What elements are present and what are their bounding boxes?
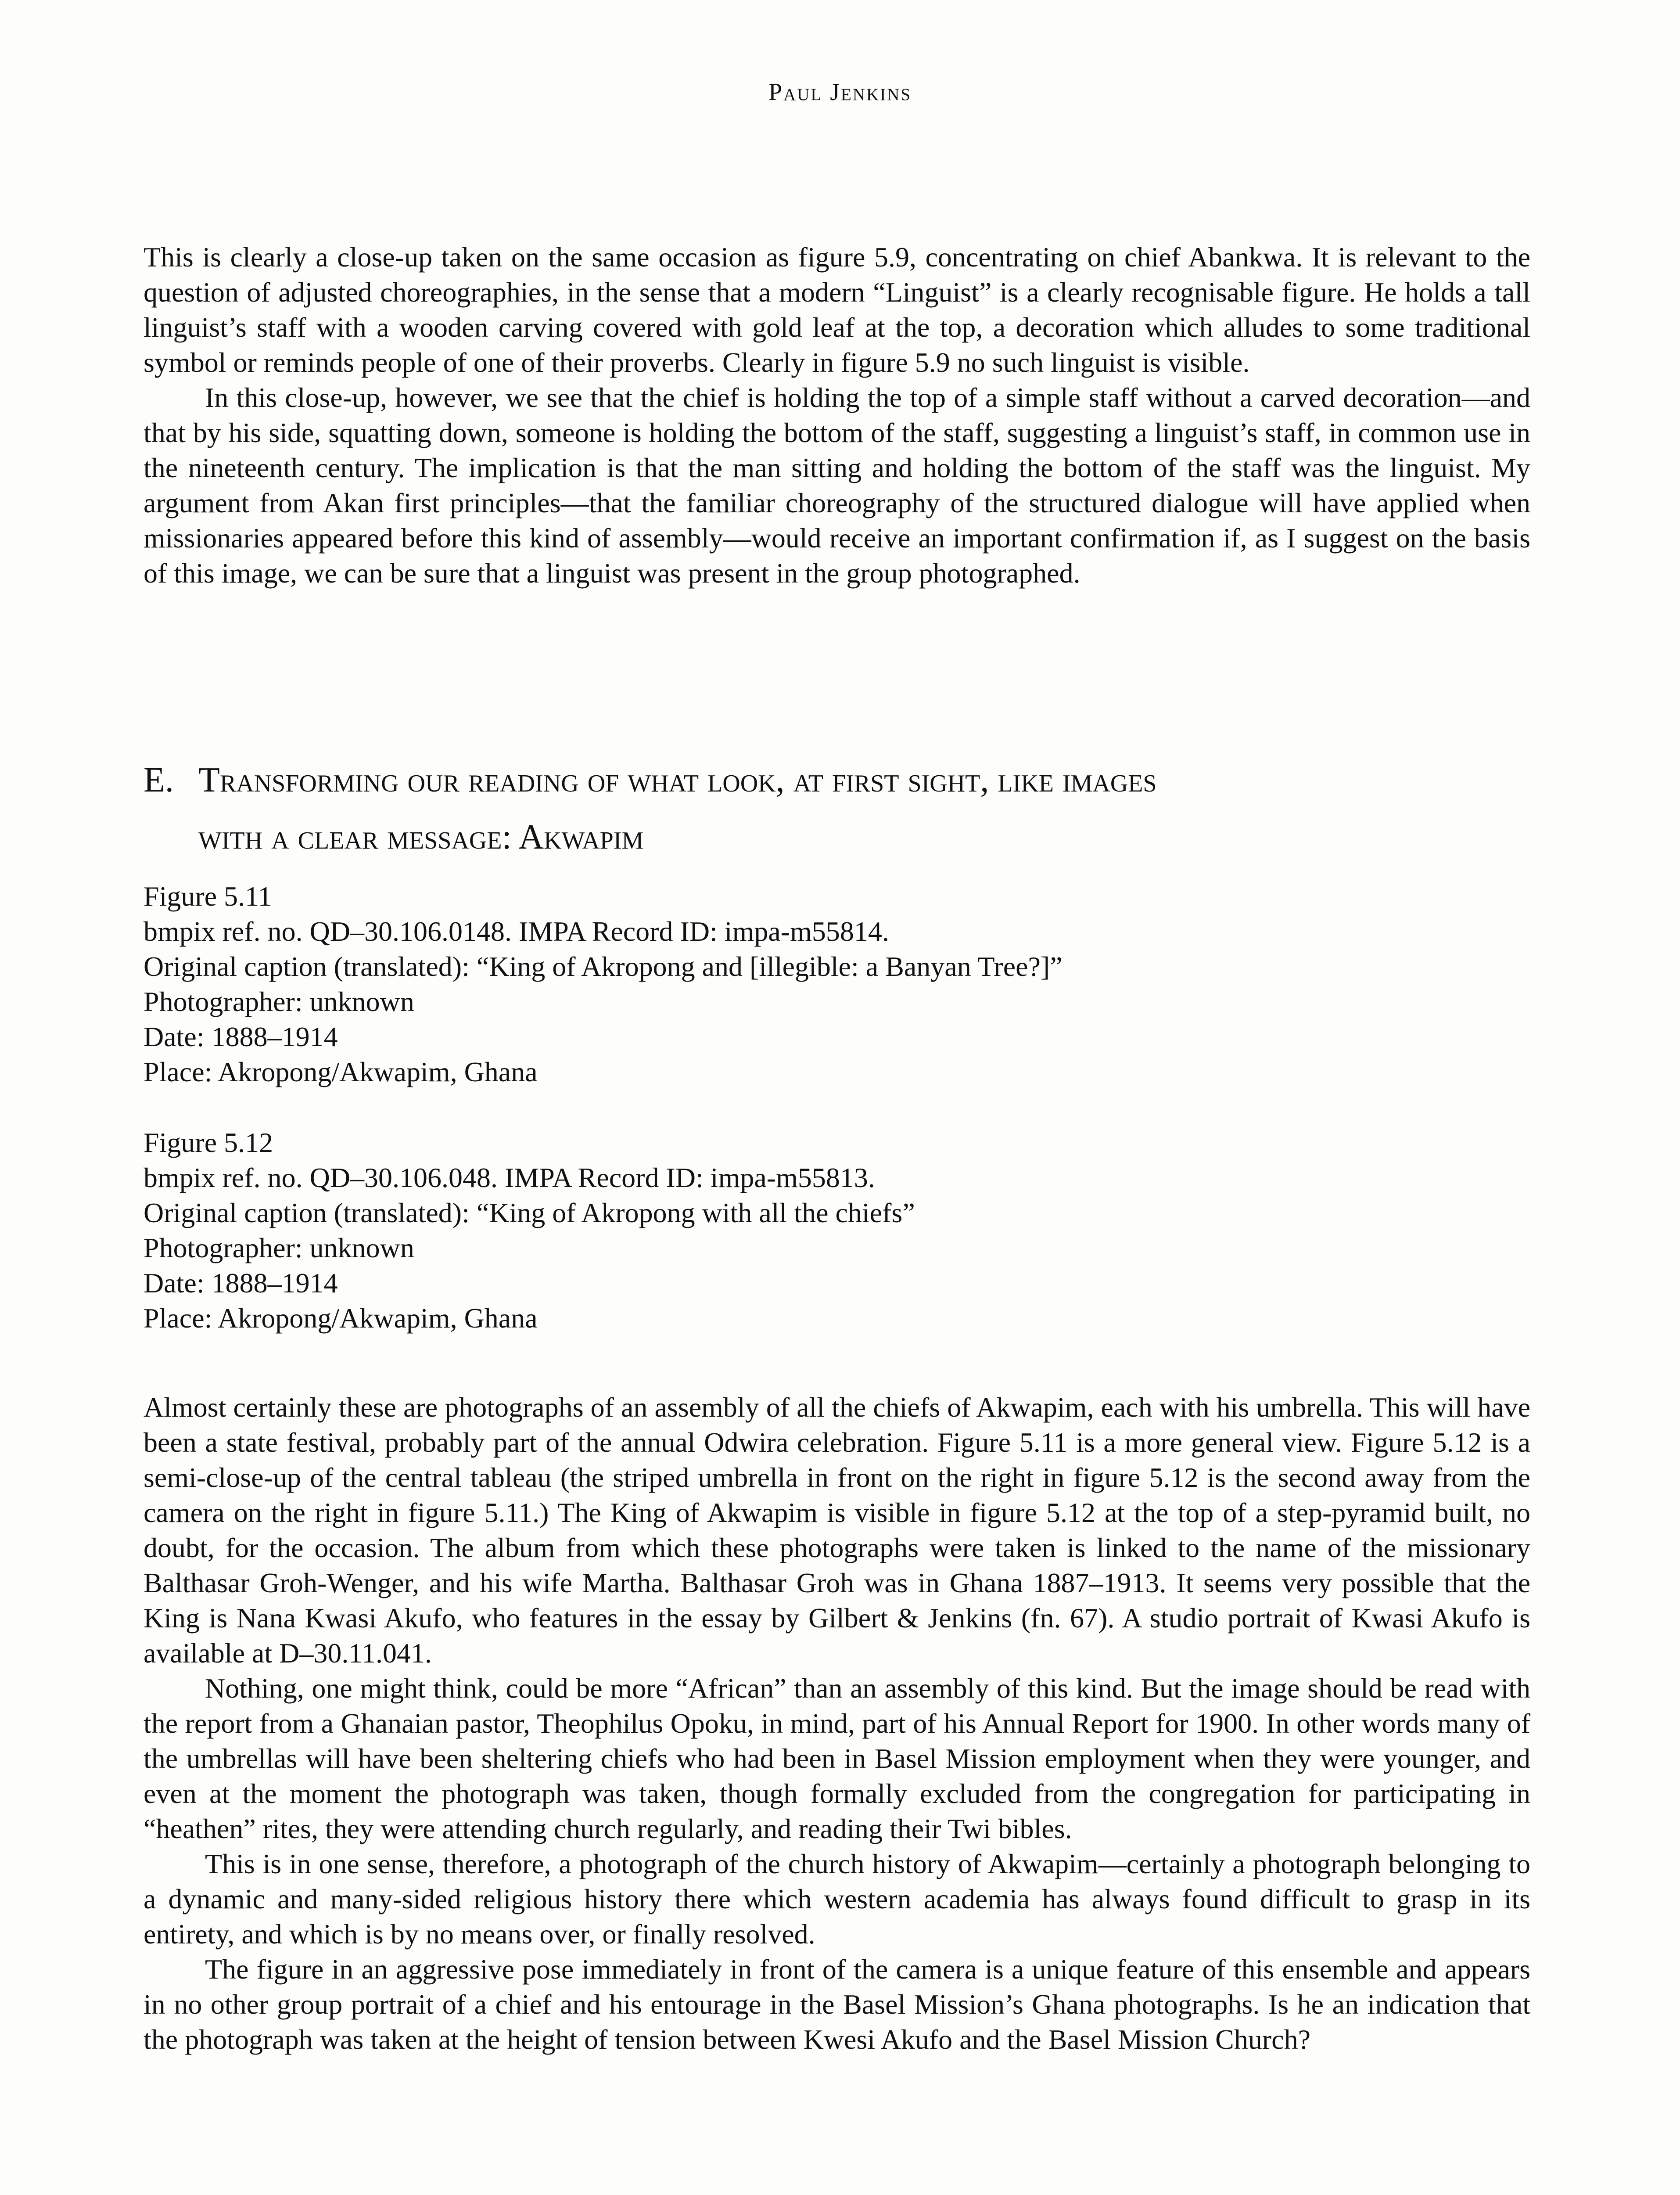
paragraph: Almost certainly these are photographs of an assembly of all the chiefs of Akwapim, each with his umbrella. This will have been a state festival, probably part of the annual Odwira celebration. Figure 5.11 is a more general view. Figure 5.12 is a semi-close-up of the central tableau (the striped umbrella in front on the right in figure 5.12 is the second away from the camera on the right in figure 5.11.) The King of Akwapim is visible in figure 5.12 at the top of a step-pyramid built, no doubt, for the occasion. The album from which these photographs were taken is linked to the name of the missionary Balthasar Groh-Wenger, and his wife Martha. Balthasar Groh was in Ghana 1887–1913. It seems very possible that the King is Nana Kwasi Akufo, who features in the essay by Gilbert & Jenkins (fn. 67). A studio portrait of Kwasi Akufo is available at D–30.11.041. <box>144 1392 1530 1669</box>
section-title-line-1: Transforming our reading of what look, at first sight, like images <box>198 761 1157 799</box>
figure-number: Figure 5.12 <box>144 1127 273 1158</box>
body-text-bottom <box>144 1390 1530 2057</box>
figure-reference: bmpix ref. no. QD–30.106.0148. IMPA Record ID: impa-m55814. <box>144 916 889 947</box>
paragraph: In this close-up, however, we see that the chief is holding the top of a simple staff without a carved decoration—and that by his side, squatting down, someone is holding the bottom of the staff, suggesting a linguist’s staff, in common use in the nineteenth century. The implication is that the man sitting and holding the bottom of the staff was the linguist. My argument from Akan first principles—that the familiar choreography of the structured dialogue will have applied when missionaries appeared before this kind of assembly—would receive an important confirmation if, as I suggest on the basis of this image, we can be sure that a linguist was present in the group photographed. <box>144 382 1530 589</box>
figure-place: Place: Akropong/Akwapim, Ghana <box>144 1056 538 1087</box>
figure-date: Date: 1888–1914 <box>144 1021 338 1052</box>
figure-photographer: Photographer: unknown <box>144 1232 414 1263</box>
running-head: Paul Jenkins <box>768 79 912 106</box>
paragraph: Nothing, one might think, could be more “African” than an assembly of this kind. But the image should be read with the report from a Ghanaian pastor, Theophilus Opoku, in mind, part of his Annual Report for 1900. In other words many of the umbrellas will have been sheltering chiefs who had been in Basel Mission employment when they were younger, and even at the moment the photograph was taken, though formally excluded from the congregation for participating in “heathen” rites, they were attending church regularly, and reading their Twi bibles. <box>144 1673 1530 1844</box>
paragraph: This is clearly a close-up taken on the same occasion as figure 5.9, concentrating on chief Abankwa. It is relevant to the question of adjusted choreographies, in the sense that a modern “Linguist” is a clearly recognisable figure. He holds a tall linguist’s staff with a wooden carving covered with gold leaf at the top, a decoration which alludes to some traditional symbol or reminds people of one of their proverbs. Clearly in figure 5.9 no such linguist is visible. <box>144 241 1530 378</box>
figure-place: Place: Akropong/Akwapim, Ghana <box>144 1303 538 1334</box>
figure-caption: Original caption (translated): “King of Akropong with all the chiefs” <box>144 1197 915 1228</box>
figure-entry <box>144 1125 1530 1336</box>
figure-number: Figure 5.11 <box>144 881 272 912</box>
figure-date: Date: 1888–1914 <box>144 1267 338 1299</box>
figure-photographer: Photographer: unknown <box>144 986 414 1017</box>
figure-caption: Original caption (translated): “King of Akropong and [illegible: a Banyan Tree?]” <box>144 951 1063 982</box>
section-title-line-2: with a clear message: Akwapim <box>198 818 644 856</box>
body-text-top <box>144 240 1530 591</box>
figure-entry <box>144 879 1530 1090</box>
section-heading <box>144 752 1548 866</box>
paragraph: The figure in an aggressive pose immediately in front of the camera is a unique feature of this ensemble and appears in no other group portrait of a chief and his entourage in the Basel Mission’s Ghana photographs. Is he an indication that the photograph was taken at the height of tension between Kwesi Akufo and the Basel Mission Church? <box>144 1954 1530 2055</box>
figure-reference: bmpix ref. no. QD–30.106.048. IMPA Record ID: impa-m55813. <box>144 1162 875 1193</box>
section-letter: E. <box>144 761 174 799</box>
paragraph: This is in one sense, therefore, a photograph of the church history of Akwapim—certainly a photograph belonging to a dynamic and many-sided religious history there which western academia has always found difficult to grasp in its entirety, and which is by no means over, or finally resolved. <box>144 1848 1530 1950</box>
